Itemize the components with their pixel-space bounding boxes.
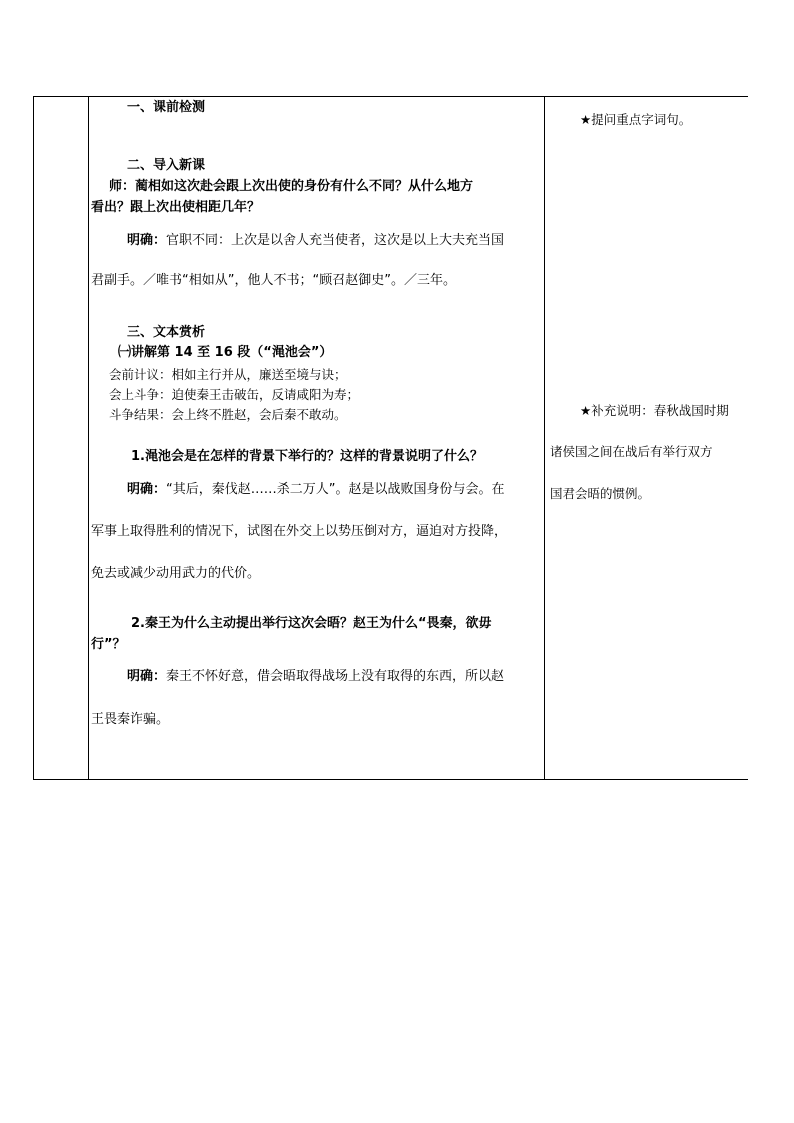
section3-title: 三、文本赏析 (127, 325, 206, 340)
column-divider-left (88, 97, 89, 779)
q2-answer-text-1: 秦王不怀好意，借会晤取得战场上没有取得的东西，所以赵 (166, 669, 505, 684)
answer-text-1: 官职不同：上次是以舍人充当使者，这次是以上大夫充当国 (166, 233, 505, 248)
question-1: 1.渑池会是在怎样的背景下举行的？这样的背景说明了什么？ (131, 449, 483, 464)
q1-answer-label: 明确： (127, 482, 167, 497)
point-2: 会上斗争：迫使秦王击破缶，反请咸阳为寿； (109, 387, 360, 402)
answer-line1 (127, 232, 504, 249)
note-2-line3: 国君会晤的惯例。 (550, 486, 651, 501)
teacher-question-line1: 师：蔺相如这次赴会跟上次出使的身份有什么不同？从什么地方 (109, 179, 474, 194)
q1-answer-line1 (127, 481, 505, 498)
answer-label: 明确： (127, 233, 167, 248)
note-2-line1: ★补充说明：春秋战国时期 (580, 403, 729, 418)
q2-answer-line2: 王畏秦诈骗。 (91, 712, 170, 727)
q1-answer-text-1: “其后，秦伐赵……杀二万人”。赵是以战败国身份与会。在 (166, 482, 505, 497)
section3-subtitle: ㈠讲解第 14 至 16 段（“渑池会”） (118, 345, 333, 360)
point-1: 会前计议：相如主行并从，廉送至境与诀； (109, 367, 347, 382)
q1-answer-line3: 免去或减少动用武力的代价。 (91, 566, 261, 581)
column-divider-right (544, 97, 545, 779)
q2-answer-label: 明确： (127, 669, 167, 684)
section1-title: 一、课前检测 (127, 100, 206, 115)
answer-line2: 君副手。／唯书“相如从”，他人不书；“顾召赵御史”。／三年。 (91, 273, 456, 288)
q1-answer-line2: 军事上取得胜利的情况下，试图在外交上以势压倒对方，逼迫对方投降， (91, 524, 508, 539)
section2-title: 二、导入新课 (127, 158, 206, 173)
teacher-question-line2: 看出？跟上次出使相距几年？ (91, 200, 261, 215)
q2-answer-line1 (127, 668, 504, 685)
note-2-line2: 诸侯国之间在战后有举行双方 (550, 444, 713, 459)
question-2-line2: 行”？ (91, 637, 126, 652)
question-2-line1: 2.秦王为什么主动提出举行这次会晤？赵王为什么“畏秦，欲毋 (131, 616, 492, 631)
point-3: 斗争结果：会上终不胜赵，会后秦不敢动。 (109, 407, 347, 422)
note-1: ★提问重点字词句。 (580, 112, 692, 127)
